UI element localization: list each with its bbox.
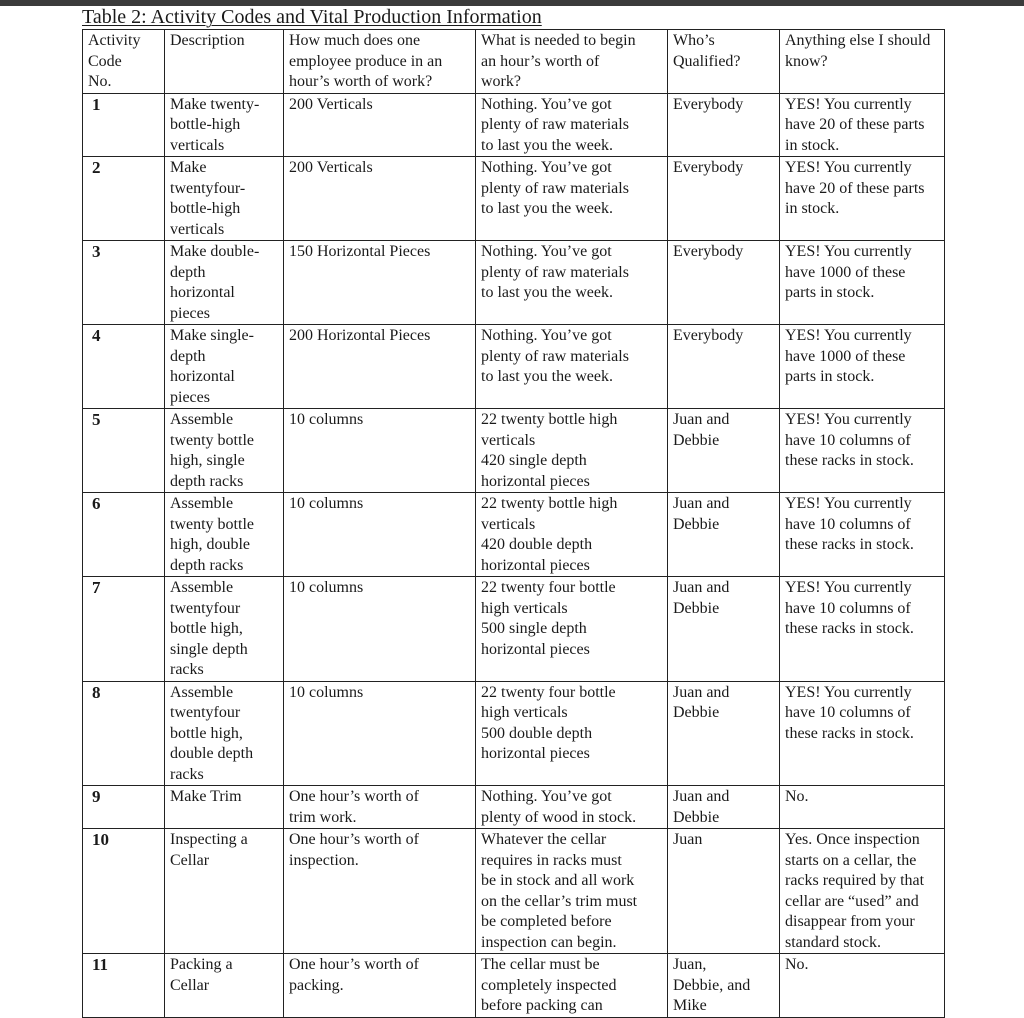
cell-line: Assemble	[170, 683, 234, 701]
cell-line: plenty of raw materials	[481, 263, 629, 281]
cell-line: Assemble	[170, 495, 234, 512]
cell-notes	[780, 409, 945, 493]
cell-line: have 20 of these parts	[785, 179, 925, 197]
cell-line: depth racks	[170, 472, 244, 490]
cell-line: 10 columns	[289, 683, 364, 701]
cell-line: racks required by that	[785, 872, 925, 889]
cell-qualified	[668, 954, 780, 1018]
cell-line: completely inspected	[481, 976, 617, 994]
cell-line: on the cellar’s trim must	[481, 892, 638, 910]
header-line: No.	[88, 73, 112, 90]
cell-description	[165, 157, 284, 241]
cell-needed	[476, 829, 668, 954]
cell-activity-code: 5	[83, 409, 165, 493]
cell-activity-code: 11	[83, 954, 165, 1018]
cell-activity-code: 3	[83, 241, 165, 325]
cell-line: Nothing. You’ve got	[481, 243, 612, 260]
cell-line: Nothing. You’ve got	[481, 788, 612, 805]
cell-line: bottle high,	[170, 620, 243, 637]
cell-line: The cellar must be	[481, 956, 600, 973]
cell-description	[165, 325, 284, 409]
cell-notes	[780, 954, 945, 1018]
cell-line: 200 Verticals	[289, 95, 373, 113]
cell-line: 22 twenty bottle high	[481, 495, 618, 512]
cell-line: before packing can	[481, 997, 603, 1014]
header-qualified	[668, 30, 780, 94]
cell-line: twentyfour	[170, 704, 241, 721]
cell-qualified	[668, 409, 780, 493]
cell-line: requires in racks must	[481, 851, 622, 869]
cell-description	[165, 829, 284, 954]
cell-qualified	[668, 829, 780, 954]
cell-line: twenty bottle	[170, 515, 254, 533]
cell-line: Make single-	[170, 327, 254, 344]
cell-line: depth racks	[170, 556, 244, 574]
cell-produce	[284, 577, 476, 682]
cell-line: Debbie	[673, 431, 720, 449]
cell-line: Debbie, and	[673, 976, 751, 994]
cell-line: to last you the week.	[481, 284, 613, 301]
cell-line: Debbie	[673, 808, 720, 826]
cell-produce	[284, 93, 476, 157]
cell-produce	[284, 493, 476, 577]
table-row	[83, 409, 945, 493]
cell-line: YES! You currently	[785, 495, 912, 512]
cell-line: Mike	[673, 997, 707, 1014]
cell-line: twenty bottle	[170, 431, 254, 449]
cell-qualified	[668, 241, 780, 325]
table-row	[83, 93, 945, 157]
table-caption: Table 2: Activity Codes and Vital Production Information	[82, 6, 542, 28]
header-line: Description	[170, 32, 245, 49]
table-row	[83, 241, 945, 325]
cell-description	[165, 493, 284, 577]
cell-line: No.	[785, 956, 809, 973]
cell-needed	[476, 93, 668, 157]
cell-line: YES! You currently	[785, 159, 912, 176]
cell-produce	[284, 325, 476, 409]
cell-line: Debbie	[673, 599, 720, 617]
cell-line: YES! You currently	[785, 411, 912, 428]
cell-line: verticals	[481, 515, 536, 533]
cell-line: One hour’s worth of	[289, 788, 419, 805]
cell-line: One hour’s worth of	[289, 956, 419, 973]
cell-line: to last you the week.	[481, 200, 613, 217]
cell-line: 500 double depth	[481, 724, 593, 742]
cell-line: Juan	[673, 831, 703, 848]
cell-line: plenty of raw materials	[481, 347, 629, 365]
cell-line: 10 columns	[289, 411, 364, 428]
cell-line: Everybody	[673, 243, 744, 260]
cell-line: YES! You currently	[785, 579, 912, 596]
cell-line: twentyfour-	[170, 179, 246, 197]
cell-needed	[476, 409, 668, 493]
cell-line: have 1000 of these	[785, 263, 906, 281]
table-header-row	[83, 30, 945, 94]
cell-line: starts on a cellar, the	[785, 851, 917, 869]
cell-activity-code: 2	[83, 157, 165, 241]
cell-line: 500 single depth	[481, 620, 587, 637]
cell-produce	[284, 954, 476, 1018]
cell-line: inspection.	[289, 851, 359, 869]
cell-line: YES! You currently	[785, 95, 912, 113]
header-line: work?	[481, 73, 521, 90]
cell-line: parts in stock.	[785, 368, 875, 385]
cell-line: Juan and	[673, 495, 730, 512]
cell-line: 200 Horizontal Pieces	[289, 327, 431, 344]
cell-line: horizontal	[170, 368, 235, 385]
cell-produce	[284, 157, 476, 241]
cell-line: pieces	[170, 388, 210, 406]
cell-activity-code: 9	[83, 786, 165, 829]
cell-line: horizontal pieces	[481, 640, 590, 658]
header-needed	[476, 30, 668, 94]
cell-needed	[476, 241, 668, 325]
cell-line: Make	[170, 159, 207, 176]
cell-line: Everybody	[673, 95, 744, 113]
cell-qualified	[668, 681, 780, 786]
table-row	[83, 493, 945, 577]
cell-line: Make Trim	[170, 788, 242, 805]
header-line: employee produce in an	[289, 52, 443, 70]
cell-activity-code: 10	[83, 829, 165, 954]
cell-line: horizontal pieces	[481, 745, 590, 762]
cell-notes	[780, 325, 945, 409]
cell-line: these racks in stock.	[785, 452, 914, 469]
cell-notes	[780, 577, 945, 682]
cell-line: horizontal pieces	[481, 556, 590, 574]
cell-line: One hour’s worth of	[289, 831, 419, 848]
cell-produce	[284, 786, 476, 829]
cell-line: Assemble	[170, 579, 234, 596]
cell-description	[165, 241, 284, 325]
cell-line: 22 twenty bottle high	[481, 411, 618, 428]
cell-needed	[476, 493, 668, 577]
cell-qualified	[668, 157, 780, 241]
cell-line: high, double	[170, 536, 250, 553]
cell-activity-code: 1	[83, 93, 165, 157]
cell-line: to last you the week.	[481, 136, 613, 154]
cell-line: be in stock and all work	[481, 872, 635, 889]
cell-line: double depth	[170, 745, 254, 762]
header-line: How much does one	[289, 32, 421, 49]
cell-line: 200 Verticals	[289, 159, 373, 176]
cell-line: Nothing. You’ve got	[481, 95, 612, 113]
cell-line: 420 single depth	[481, 452, 587, 469]
header-line: an hour’s worth of	[481, 52, 600, 70]
header-line: Anything else I should	[785, 32, 931, 49]
cell-notes	[780, 829, 945, 954]
cell-line: Juan,	[673, 956, 707, 973]
table-row	[83, 786, 945, 829]
table-row	[83, 829, 945, 954]
cell-line: verticals	[170, 136, 225, 154]
cell-line: horizontal	[170, 284, 235, 301]
cell-line: racks	[170, 661, 204, 678]
cell-line: trim work.	[289, 808, 357, 826]
table-row	[83, 325, 945, 409]
cell-line: horizontal pieces	[481, 472, 590, 490]
cell-activity-code: 6	[83, 493, 165, 577]
table-row	[83, 577, 945, 682]
cell-activity-code: 7	[83, 577, 165, 682]
cell-line: high verticals	[481, 704, 568, 721]
cell-notes	[780, 93, 945, 157]
cell-line: YES! You currently	[785, 327, 912, 344]
cell-description	[165, 577, 284, 682]
cell-qualified	[668, 493, 780, 577]
cell-line: Packing a	[170, 956, 233, 973]
cell-description	[165, 93, 284, 157]
cell-line: Nothing. You’ve got	[481, 159, 612, 176]
header-line: What is needed to begin	[481, 32, 636, 49]
cell-line: parts in stock.	[785, 284, 875, 301]
cell-line: Make double-	[170, 243, 260, 260]
cell-line: these racks in stock.	[785, 724, 914, 742]
cell-produce	[284, 681, 476, 786]
cell-produce	[284, 241, 476, 325]
cell-line: bottle high,	[170, 724, 243, 742]
cell-line: bottle-high	[170, 116, 241, 133]
header-line: Who’s	[673, 32, 715, 49]
cell-description	[165, 681, 284, 786]
cell-line: Juan and	[673, 411, 730, 428]
cell-line: YES! You currently	[785, 683, 912, 701]
cell-line: have 10 columns of	[785, 599, 911, 617]
cell-line: high verticals	[481, 599, 568, 617]
header-line: hour’s worth of work?	[289, 73, 433, 90]
cell-notes	[780, 681, 945, 786]
cell-line: have 20 of these parts	[785, 116, 925, 133]
cell-activity-code: 8	[83, 681, 165, 786]
cell-line: Cellar	[170, 976, 210, 994]
cell-line: packing.	[289, 976, 344, 994]
cell-line: 10 columns	[289, 495, 364, 512]
cell-needed	[476, 577, 668, 682]
cell-line: plenty of wood in stock.	[481, 808, 637, 826]
cell-line: Juan and	[673, 579, 730, 596]
header-activity-code	[83, 30, 165, 94]
cell-needed	[476, 157, 668, 241]
cell-notes	[780, 786, 945, 829]
cell-line: have 10 columns of	[785, 515, 911, 533]
cell-line: Whatever the cellar	[481, 831, 607, 848]
cell-line: these racks in stock.	[785, 620, 914, 637]
cell-line: Everybody	[673, 159, 744, 176]
cell-notes	[780, 241, 945, 325]
table-row	[83, 157, 945, 241]
activity-codes-table	[82, 29, 945, 1018]
header-produce	[284, 30, 476, 94]
cell-line: twentyfour	[170, 599, 241, 617]
cell-line: have 10 columns of	[785, 431, 911, 449]
cell-line: plenty of raw materials	[481, 179, 629, 197]
header-line: Code	[88, 52, 122, 70]
cell-line: Everybody	[673, 327, 744, 344]
cell-line: cellar are “used” and	[785, 892, 919, 910]
cell-line: Yes. Once inspection	[785, 831, 920, 848]
cell-line: Assemble	[170, 411, 234, 428]
cell-line: in stock.	[785, 136, 840, 154]
cell-line: 10 columns	[289, 579, 364, 596]
header-line: know?	[785, 52, 828, 70]
cell-line: single depth	[170, 640, 248, 658]
cell-line: disappear from your	[785, 913, 915, 930]
cell-line: high, single	[170, 452, 245, 469]
cell-line: YES! You currently	[785, 243, 912, 260]
cell-description	[165, 786, 284, 829]
cell-line: racks	[170, 765, 204, 783]
cell-line: pieces	[170, 304, 210, 322]
header-description	[165, 30, 284, 94]
cell-line: verticals	[170, 220, 225, 238]
cell-produce	[284, 829, 476, 954]
cell-line: these racks in stock.	[785, 536, 914, 553]
cell-line: 22 twenty four bottle	[481, 579, 616, 596]
cell-activity-code: 4	[83, 325, 165, 409]
cell-line: 420 double depth	[481, 536, 593, 553]
cell-needed	[476, 786, 668, 829]
cell-needed	[476, 325, 668, 409]
header-notes	[780, 30, 945, 94]
table-row	[83, 954, 945, 1018]
cell-qualified	[668, 577, 780, 682]
cell-line: Inspecting a	[170, 831, 248, 848]
cell-line: have 10 columns of	[785, 704, 911, 721]
cell-line: depth	[170, 263, 206, 281]
cell-line: Juan and	[673, 788, 730, 805]
cell-line: have 1000 of these	[785, 347, 906, 365]
cell-line: Make twenty-	[170, 95, 260, 113]
cell-line: in stock.	[785, 200, 840, 217]
header-line: Activity	[88, 32, 141, 49]
cell-line: Nothing. You’ve got	[481, 327, 612, 344]
cell-notes	[780, 493, 945, 577]
cell-description	[165, 954, 284, 1018]
cell-produce	[284, 409, 476, 493]
cell-line: be completed before	[481, 913, 612, 930]
cell-qualified	[668, 786, 780, 829]
cell-line: to last you the week.	[481, 368, 613, 385]
header-line: Qualified?	[673, 52, 741, 70]
cell-line: standard stock.	[785, 933, 881, 951]
cell-line: Cellar	[170, 851, 210, 869]
cell-qualified	[668, 325, 780, 409]
cell-qualified	[668, 93, 780, 157]
cell-line: No.	[785, 788, 809, 805]
cell-needed	[476, 954, 668, 1018]
cell-line: inspection can begin.	[481, 933, 617, 951]
cell-line: plenty of raw materials	[481, 116, 629, 133]
cell-line: 150 Horizontal Pieces	[289, 243, 431, 260]
table-body	[83, 93, 945, 1017]
cell-line: 22 twenty four bottle	[481, 683, 616, 701]
cell-needed	[476, 681, 668, 786]
cell-line: depth	[170, 347, 206, 365]
cell-line: bottle-high	[170, 200, 241, 217]
cell-line: Juan and	[673, 683, 730, 701]
cell-line: Debbie	[673, 704, 720, 721]
table-row	[83, 681, 945, 786]
cell-description	[165, 409, 284, 493]
cell-line: Debbie	[673, 515, 720, 533]
cell-notes	[780, 157, 945, 241]
cell-line: verticals	[481, 431, 536, 449]
